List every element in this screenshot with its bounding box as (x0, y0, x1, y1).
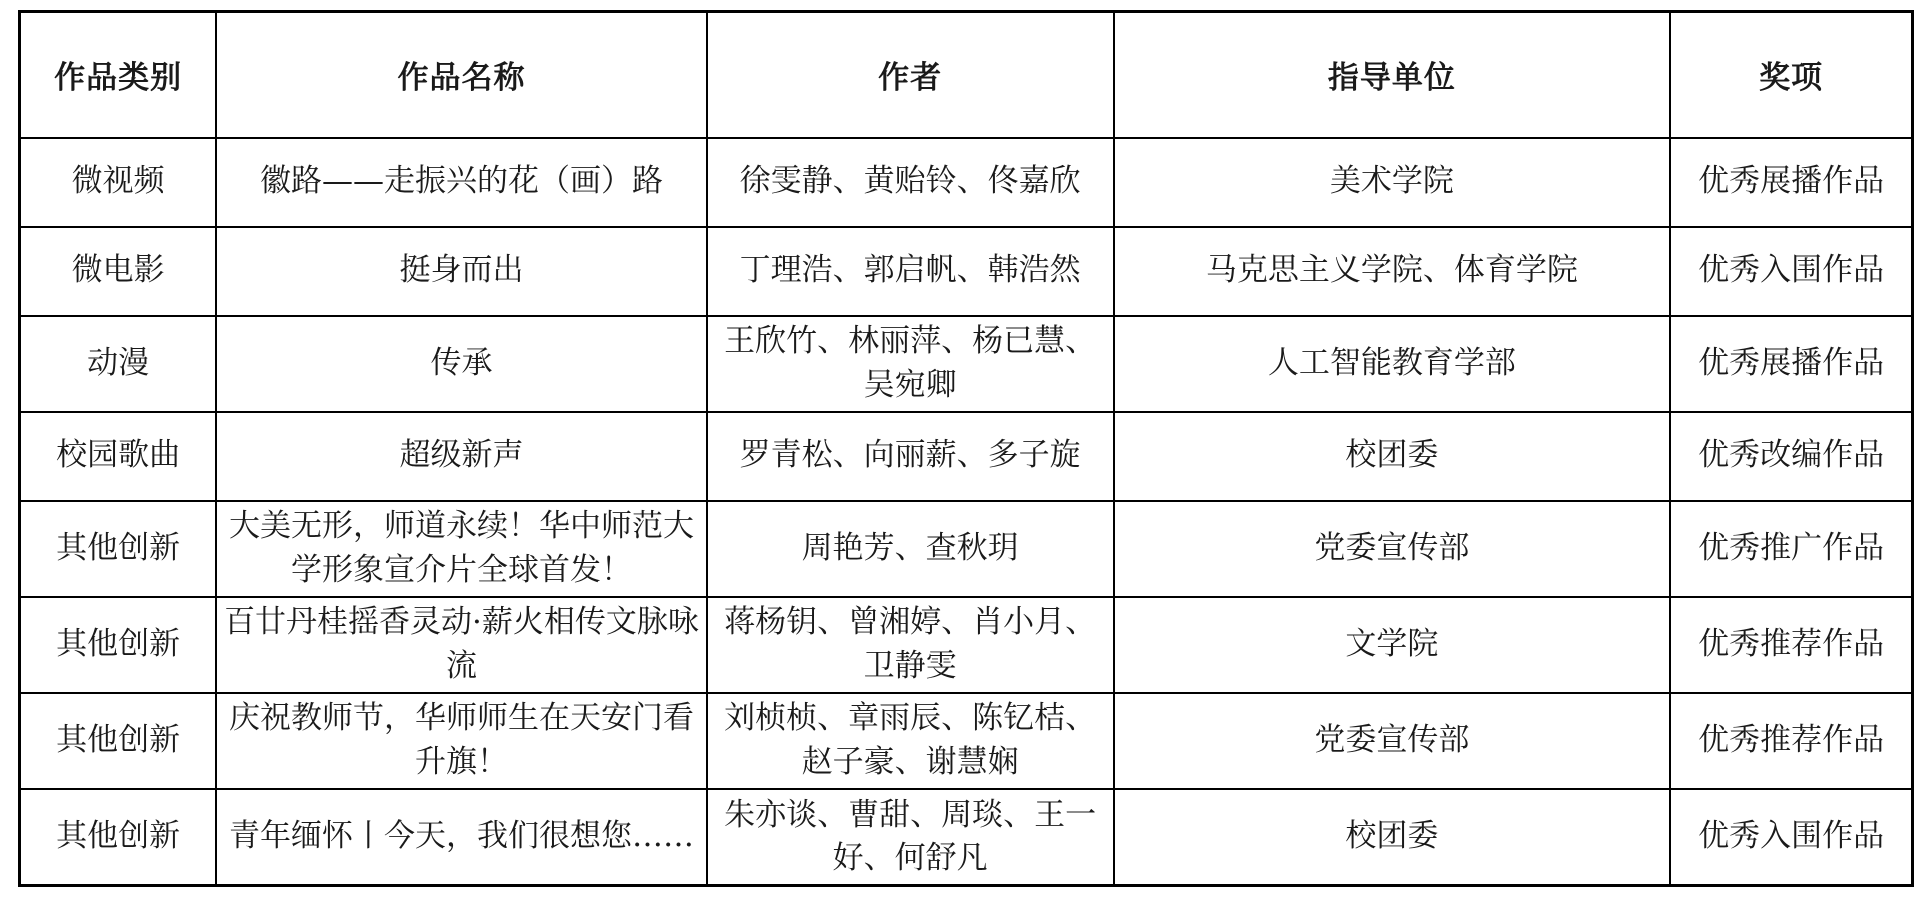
award-cell: 优秀展播作品 (1670, 316, 1912, 412)
table-row (20, 227, 1913, 316)
table-row (20, 412, 1913, 501)
award-cell: 优秀推广作品 (1670, 501, 1912, 597)
title-cell: 挺身而出 (216, 227, 706, 316)
title-cell: 徽路——走振兴的花（画）路 (216, 138, 706, 227)
column-header-title: 作品名称 (216, 12, 706, 138)
table-body (20, 138, 1913, 886)
unit-cell: 校团委 (1114, 412, 1671, 501)
authors-cell: 王欣竹、林丽萍、杨已慧、吴宛卿 (707, 316, 1114, 412)
unit-cell: 美术学院 (1114, 138, 1671, 227)
table-row (20, 138, 1913, 227)
award-cell: 优秀推荐作品 (1670, 693, 1912, 789)
award-cell: 优秀入围作品 (1670, 227, 1912, 316)
award-cell: 优秀改编作品 (1670, 412, 1912, 501)
table-row (20, 316, 1913, 412)
unit-cell: 马克思主义学院、体育学院 (1114, 227, 1671, 316)
authors-cell: 罗青松、向丽薪、多子旋 (707, 412, 1114, 501)
category-cell: 其他创新 (20, 693, 217, 789)
authors-cell: 徐雯静、黄贻铃、佟嘉欣 (707, 138, 1114, 227)
column-header-authors: 作者 (707, 12, 1114, 138)
award-cell: 优秀展播作品 (1670, 138, 1912, 227)
award-cell: 优秀推荐作品 (1670, 597, 1912, 693)
title-cell: 青年缅怀丨今天，我们很想您…… (216, 789, 706, 886)
category-cell: 其他创新 (20, 597, 217, 693)
table-row (20, 789, 1913, 886)
authors-cell: 刘桢桢、章雨辰、陈钇桔、赵子豪、谢慧娴 (707, 693, 1114, 789)
unit-cell: 校团委 (1114, 789, 1671, 886)
category-cell: 其他创新 (20, 789, 217, 886)
column-header-category: 作品类别 (20, 12, 217, 138)
title-cell: 传承 (216, 316, 706, 412)
category-cell: 微电影 (20, 227, 217, 316)
unit-cell: 文学院 (1114, 597, 1671, 693)
award-cell: 优秀入围作品 (1670, 789, 1912, 886)
authors-cell: 丁理浩、郭启帆、韩浩然 (707, 227, 1114, 316)
category-cell: 微视频 (20, 138, 217, 227)
title-cell: 大美无形，师道永续！华中师范大学形象宣介片全球首发！ (216, 501, 706, 597)
authors-cell: 朱亦谈、曹甜、周琰、王一好、何舒凡 (707, 789, 1114, 886)
title-cell: 百廿丹桂摇香灵动·薪火相传文脉咏流 (216, 597, 706, 693)
table-row (20, 501, 1913, 597)
category-cell: 动漫 (20, 316, 217, 412)
table-row (20, 597, 1913, 693)
unit-cell: 党委宣传部 (1114, 501, 1671, 597)
header-row (20, 12, 1913, 138)
category-cell: 校园歌曲 (20, 412, 217, 501)
awards-table (18, 10, 1914, 887)
title-cell: 超级新声 (216, 412, 706, 501)
column-header-award: 奖项 (1670, 12, 1912, 138)
authors-cell: 蒋杨钥、曾湘婷、肖小月、卫静雯 (707, 597, 1114, 693)
column-header-unit: 指导单位 (1114, 12, 1671, 138)
title-cell: 庆祝教师节，华师师生在天安门看升旗！ (216, 693, 706, 789)
table-row (20, 693, 1913, 789)
unit-cell: 人工智能教育学部 (1114, 316, 1671, 412)
category-cell: 其他创新 (20, 501, 217, 597)
unit-cell: 党委宣传部 (1114, 693, 1671, 789)
authors-cell: 周艳芳、查秋玥 (707, 501, 1114, 597)
